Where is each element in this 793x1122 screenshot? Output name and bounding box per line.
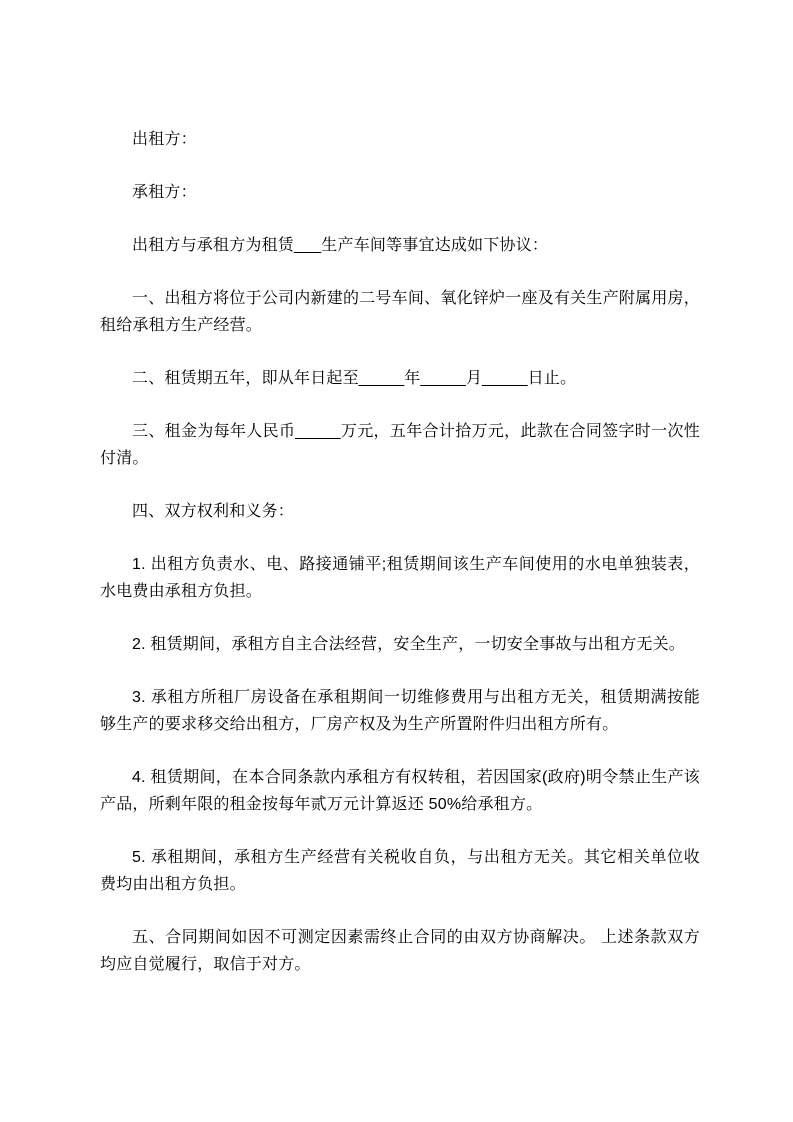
paragraph-clause-2: 二、租赁期五年，即从年日起至_____年_____月_____日止。 (132, 370, 577, 387)
paragraph-clause-4-heading: 四、双方权利和义务： (132, 503, 295, 520)
paragraph-clause-4-item-2: 2. 租赁期间，承租方自主合法经营，安全生产，一切安全事故与出租方无关。 (132, 636, 685, 653)
paragraph-clause-4-item-3: 3. 承租方所租厂房设备在承租期间一切维修费用与出租方无关，租赁期满按能够生产的要求移交给出租方，厂房产权及为生产所置附件归出租方所有。 (100, 689, 700, 733)
paragraph-clause-4-item-4: 4. 租赁期间，在本合同条款内承租方有权转租，若因国家(政府)明令禁止生产该产品，所剩年限的租金按每年贰万元计算返还 50%给承租方。 (100, 769, 700, 813)
paragraph-lessee-line: 承租方： (132, 184, 197, 201)
paragraph-clause-4-item-5: 5. 承租期间，承租方生产经营有关税收自负，与出租方无关。其它相关单位收费均由出租方负担。 (100, 849, 700, 893)
paragraph-clause-4-item-1: 1. 出租方负责水、电、路接通铺平;租赁期间该生产车间使用的水电单独装表，水电费由承租方负担。 (100, 556, 700, 600)
paragraph-clause-1: 一、出租方将位于公司内新建的二号车间、氧化锌炉一座及有关生产附属用房，租给承租方生产经营。 (100, 290, 700, 334)
paragraph-preamble: 出租方与承租方为租赁___生产车间等事宜达成如下协议： (132, 237, 549, 254)
paragraph-lessor-line: 出租方： (132, 131, 197, 148)
paragraph-clause-3: 三、租金为每年人民币_____万元，五年合计拾万元，此款在合同签字时一次性付清。 (100, 423, 700, 467)
paragraph-clause-5: 五、合同期间如因不可测定因素需终止合同的由双方协商解决。 上述条款双方均应自觉履行，取信于对方。 (100, 929, 700, 973)
